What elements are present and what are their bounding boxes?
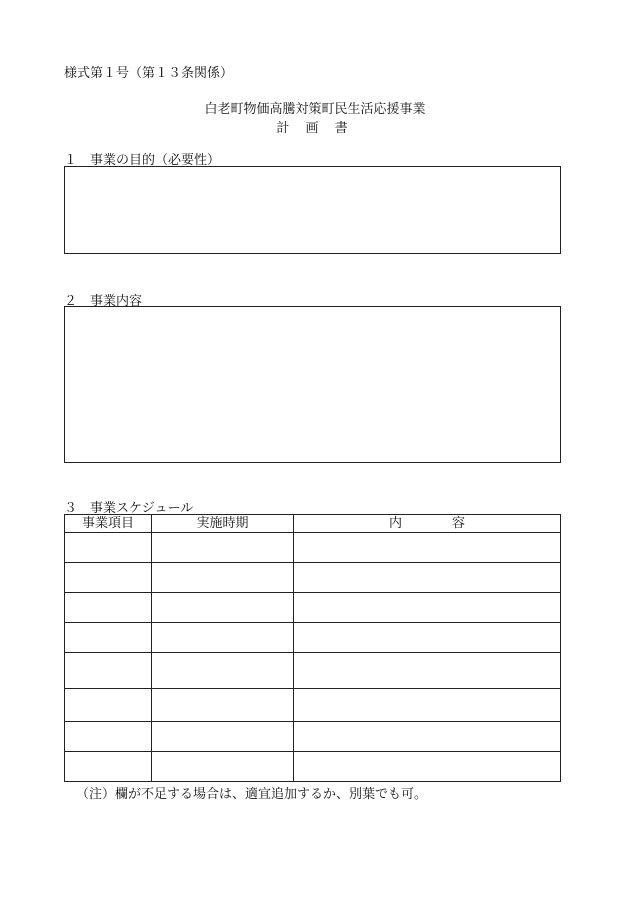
cell-content[interactable]	[294, 623, 561, 653]
header-period: 実施時期	[152, 515, 294, 533]
section-schedule-heading: ３ 事業スケジュール	[64, 501, 194, 516]
cell-period[interactable]	[152, 752, 294, 782]
cell-period[interactable]	[152, 689, 294, 722]
cell-item[interactable]	[65, 623, 152, 653]
header-content	[294, 515, 561, 533]
schedule-table	[64, 514, 561, 782]
header-item: 事業項目	[65, 515, 152, 533]
cell-content[interactable]	[294, 653, 561, 689]
cell-content[interactable]	[294, 689, 561, 722]
table-row	[65, 752, 561, 782]
table-row	[65, 533, 561, 563]
cell-item[interactable]	[65, 593, 152, 623]
footnote: （注）欄が不足する場合は、適宜追加するか、別葉でも可。	[76, 787, 428, 802]
cell-content[interactable]	[294, 593, 561, 623]
cell-period[interactable]	[152, 653, 294, 689]
section-purpose-heading: １ 事業の目的（必要性）	[64, 153, 221, 168]
form-number: 様式第１号（第１３条関係）	[64, 66, 234, 81]
document-title: 白老町物価高騰対策町民生活応援事業	[204, 102, 426, 117]
document-subtitle: 計 画 書	[276, 121, 354, 136]
cell-item[interactable]	[65, 563, 152, 593]
cell-item[interactable]	[65, 653, 152, 689]
cell-item[interactable]	[65, 689, 152, 722]
cell-content[interactable]	[294, 533, 561, 563]
purpose-input-box[interactable]	[64, 166, 561, 254]
schedule-header-row	[65, 515, 561, 533]
cell-period[interactable]	[152, 722, 294, 752]
table-row	[65, 722, 561, 752]
content-input-box[interactable]	[64, 306, 561, 463]
table-row	[65, 563, 561, 593]
cell-content[interactable]	[294, 563, 561, 593]
cell-period[interactable]	[152, 533, 294, 563]
table-row	[65, 593, 561, 623]
section-content-heading: ２ 事業内容	[64, 294, 143, 309]
cell-content[interactable]	[294, 722, 561, 752]
cell-content[interactable]	[294, 752, 561, 782]
table-row	[65, 653, 561, 689]
cell-period[interactable]	[152, 563, 294, 593]
cell-period[interactable]	[152, 593, 294, 623]
cell-period[interactable]	[152, 623, 294, 653]
cell-item[interactable]	[65, 533, 152, 563]
table-row	[65, 689, 561, 722]
cell-item[interactable]	[65, 752, 152, 782]
header-content-part2: 容	[452, 516, 466, 531]
header-content-part1: 内	[388, 516, 402, 531]
cell-item[interactable]	[65, 722, 152, 752]
table-row	[65, 623, 561, 653]
